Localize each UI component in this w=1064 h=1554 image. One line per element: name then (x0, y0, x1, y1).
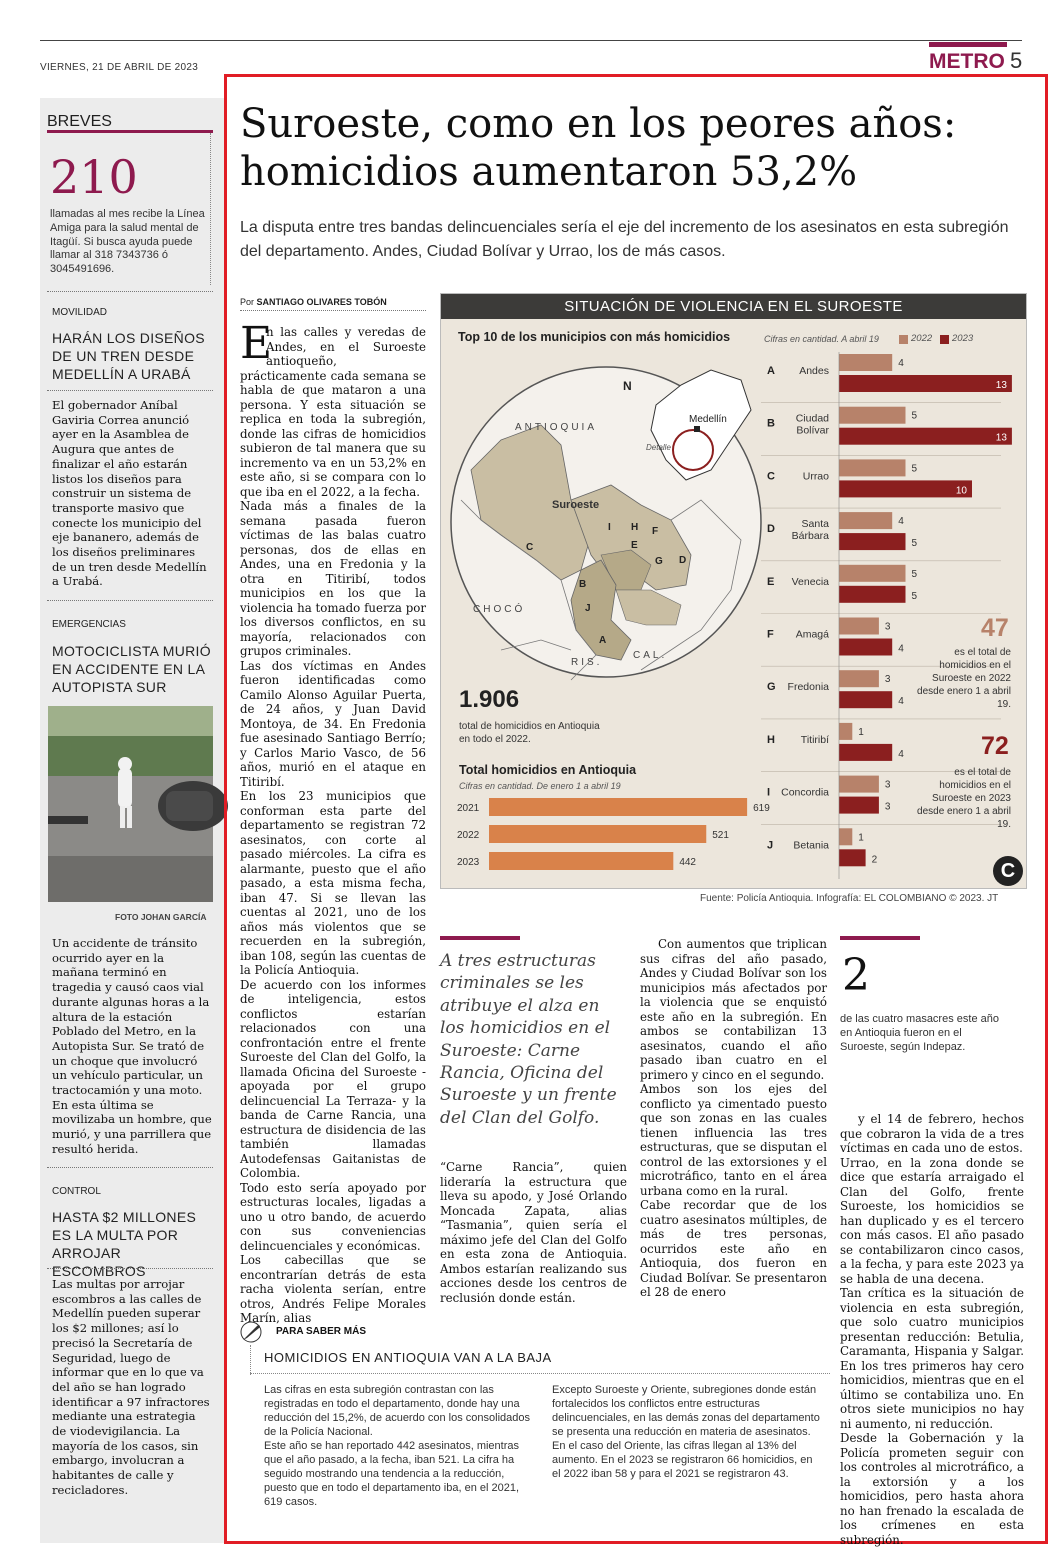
infographic-source: Fuente: Policía Antioquia. Infografía: EL COLOMBIANO © 2023. JT (700, 893, 999, 904)
bar-2023 (839, 797, 879, 814)
article-column-4-text: y el 14 de febrero, hechos que cobraron la vida de a tres víctimas en cada uno de estos. Urrao, en la zona donde se dice que estaría arraigado el Clan del Golfo, frente Suroeste, los homicidios se han duplicado y es el tercero con más casos. El año pasado se contabilizaron cinco casos, a la fecha, y para este 2023 ya se habla de una decena. Tan crítica es la situación de violencia en esta subregión, que solo cuatro municipios presentan reducción: Betulia, Caramanta, Hispania y Salgar. En los tres primeros hay cero homicidios, mientras que en el último se contabiliza uno. En otros siete municipios no hay ni aumento, ni reducción. Desde la Gobernación y la Policía prometen seguir con los controles al microtráfico, a la extorsión y a los homicidios, pero hasta ahora no han frenado la escalada de los crímenes en esta subregión. (840, 1112, 1024, 1547)
control-text: Las multas por arrojar escombros a las calles de Medellín pueden superar los $2 millones; así lo precisó la Secretaría de Seguridad, luego de informar que en lo que va del año se han logrado identificar a 97 infractores mediante una estrategia de viodevigilancia. La mayoría de los casos, sin embargo, involucran a habitantes de calle y recicladores. (52, 1277, 210, 1497)
legend-2023: 2023 (952, 333, 974, 344)
section-bar (929, 42, 1007, 47)
byline-prefix: Por (240, 297, 257, 307)
total-bar-year: 2022 (457, 830, 480, 841)
breves-text: llamadas al mes recibe la Línea Amiga para la salud mental de Itagüí. Si busca ayuda puede llamar al 318 7343736 ó 3045491696. (50, 208, 205, 276)
bar-letter: J (767, 839, 774, 852)
bar-value-2022: 1 (858, 726, 864, 738)
map-letter-a: A (599, 635, 607, 646)
separator (47, 291, 213, 292)
stat-2023-text: es el total de homicidios en el Suroeste en 2023 desde enero 1 a abril 19. (917, 767, 1011, 830)
bar-category-label: Bolívar (796, 424, 829, 437)
bar-letter: E (767, 575, 775, 588)
bar-category-label: Fredonia (787, 681, 829, 694)
total-bar-year: 2021 (457, 803, 480, 814)
dropcap-space (240, 325, 266, 365)
deck: La disputa entre tres bandas delincuenciales sería el eje del incremento de los asesinatos en esta subregión del departamento. Andes, Ciudad Bolívar y Urrao, los de más casos. (240, 219, 1009, 260)
bar-2023 (839, 428, 1012, 445)
bar-2022 (839, 670, 879, 687)
bar-2023 (839, 744, 892, 761)
bar-value-2022: 3 (884, 621, 891, 633)
bar-value-2022: 5 (911, 463, 918, 475)
compass-icon: N (623, 379, 632, 393)
saber-rule (250, 1373, 830, 1374)
stat-2023-number: 72 (981, 732, 1009, 760)
bar-value-2023: 3 (884, 801, 891, 813)
byline-rule (240, 310, 426, 311)
byline (240, 297, 387, 307)
movilidad-label: MOVILIDAD (52, 307, 108, 318)
legend-swatch-2023 (940, 335, 949, 344)
bar-value-2023: 10 (955, 485, 967, 497)
total-bar-year: 2023 (457, 857, 480, 868)
bar-value-2023: 4 (898, 696, 904, 708)
total-big-text: total de homicidios en Antioquia en todo el 2022. (459, 721, 600, 745)
bar-value-2022: 3 (884, 779, 891, 791)
stat-2022-text: es el total de homicidios en el Suroeste en 2022 desde enero 1 a abril 19. (917, 647, 1011, 710)
article-column-3-text: Con aumentos que triplican sus cifras del año pasado, Andes y Ciudad Bolívar son los municipios más afectados por la violencia que se enquistó este año en la subregión. En ambos se contabilizan 13 asesinatos, cuando el año pasado iban cuatro en el primero y cinco en el segundo. Ambos son los ejes del conflicto ya cimentado puesto que son zonas en las cuales tienen influencia las tres estructuras, que se disputan el control de las extorsiones y el microtráfico, tanto en el área urbana como en la rural. Cabe recordar que de los cuatro asesinatos múltiples, de más de tres personas, ocurridos este año en Antioquia, dos fueron en Ciudad Bolívar. Se presentaron el 28 de enero (640, 937, 827, 1299)
bar-value-2023: 4 (898, 748, 904, 760)
map-label-ris: RIS. (571, 657, 603, 668)
map-letter-b: B (579, 579, 587, 590)
dotted-rule (210, 133, 211, 285)
bar-letter: G (767, 681, 776, 694)
bar-category-label: Andes (799, 365, 829, 377)
medellin-marker (694, 426, 700, 432)
total-big-number: 1.906 (459, 686, 520, 713)
top10-note: Cifras en cantidad. A abril 19 (764, 334, 879, 344)
control-title: HASTA $2 MILLONES ES LA MULTA POR ARROJAR ESCOMBROS (52, 1209, 197, 1279)
separator (47, 600, 213, 601)
headline (240, 100, 1040, 196)
total-bar-value: 521 (712, 830, 729, 841)
bar-letter: A (767, 365, 775, 377)
saber-col-2: Excepto Suroeste y Oriente, subregiones donde están fortalecidos los conflictos entre estructuras delincuenciales, en las demás zonas del departamento se presenta una reducción en materia de asesinatos. En el caso del Oriente, las cifras llegan al 13% del aumento. En el 2023 se registraron 66 homicidios, en el 2022 iban 58 y para el 2021 se registraron 43. (552, 1384, 820, 1480)
map-label-detalle: Detalle (646, 443, 671, 452)
breves-bar (47, 130, 213, 133)
feather-pen-svg (240, 1321, 262, 1343)
bar-category-label: Venecia (791, 575, 829, 588)
bar-letter: I (767, 786, 771, 799)
emergencias-text: Un accidente de tránsito ocurrido ayer en la mañana terminó en tragedia y causó caos vial durante algunas horas a la altura de la estación Poblado del Metro, en la Autopista Sur. Se trató de un choque que involucró un vehículo particular, un tractocamión y una moto. En esta última se movilizaba un hombre, que murió, y una parrillera que resultó herida. (52, 936, 212, 1156)
separator (47, 1268, 213, 1269)
map-letter-d: D (679, 555, 687, 566)
total-bar (489, 852, 673, 870)
bar-category-label: Amagá (795, 628, 829, 641)
fact-bar (840, 936, 920, 940)
bar-2022 (839, 828, 852, 845)
pullquote: A tres estructuras criminales se les atribuye el alza en los homicidios en el Suroeste: Carne Rancia, Oficina del Suroeste y un frente del Clan del Golfo. (440, 951, 617, 1128)
map-label-cal: CAL. (633, 650, 668, 661)
bar-letter: C (767, 470, 775, 483)
article-column-2-text: “Carne Rancia”, quien lideraría la estructura que lleva su apodo, y José Orlando Moncada Zapata, alias “Tasmania”, quien sería el máximo jefe del Clan del Golfo en esta zona de Antioquia. Ambos estarían realizando sus acciones desde los centros de reclusión donde están. (440, 1160, 627, 1305)
movilidad-text: El gobernador Aníbal Gaviria Correa anunció ayer en la Asamblea de Augura que antes de finalizar el año estarán listos los diseños para construir un sistema de transporte masivo que conecte los municipio del eje bananero, además de los diseños preliminares de un tren desde Medellín a Urabá. (52, 398, 207, 589)
suroeste-map (441, 350, 771, 686)
map-letter-j: J (585, 603, 591, 614)
page-number: 5 (1010, 48, 1023, 73)
saber-col-1: Las cifras en esta subregión contrastan con las registradas en todo el departamento, donde hay una reducción del 15,2%, de acuerdo con los consolidados de la Policía Nacional. Este año se han reportado 442 asesinatos, mientras que el año pasado, a la fecha, iban 521. La cifra ha seguido mostrando una tendencia a la reducción, puesto que en todo el departamento iba, en el 2021, 619 casos. (264, 1384, 531, 1508)
bar-2023 (839, 480, 972, 497)
feather-pen-icon (240, 1321, 262, 1343)
map-label-antioquia: ANTIOQUIA (515, 422, 598, 433)
separator (47, 390, 213, 391)
fact-number: 2 (842, 950, 870, 1001)
accident-photo-illustration (48, 706, 213, 902)
bar-2022 (839, 407, 906, 424)
map-letter-f: F (652, 526, 659, 537)
control-label: CONTROL (52, 1186, 101, 1197)
map-letter-c: C (526, 542, 534, 553)
bar-category-label: Betania (793, 839, 829, 852)
para-saber-mas-box (240, 1321, 830, 1543)
breves-label: BREVES (47, 113, 112, 130)
section-name: METRO (929, 50, 1005, 73)
bar-value-2023: 13 (995, 380, 1007, 391)
headline-line-2: homicidios aumentaron 53,2% (240, 149, 858, 195)
map-letter-h: H (631, 522, 639, 533)
legend-2022: 2022 (911, 333, 933, 344)
bar-2023 (839, 639, 892, 656)
bar-2022 (839, 618, 879, 635)
accident-photo (48, 706, 213, 902)
saber-dotted-rule (250, 1345, 251, 1375)
bar-value-2023: 13 (995, 432, 1007, 444)
breves-number: 210 (50, 150, 138, 204)
bar-value-2023: 5 (911, 538, 918, 550)
total-bar (489, 798, 747, 816)
pullquote-bar (440, 936, 520, 940)
bar-2022 (839, 565, 906, 582)
bar-2023 (839, 586, 906, 603)
bar-2022 (839, 776, 879, 793)
bar-value-2022: 3 (884, 674, 891, 686)
total-homicides-chart (441, 794, 770, 884)
total-chart-note: Cifras en cantidad. De enero 1 a abril 19 (459, 781, 621, 791)
map-label-suroeste: Suroeste (552, 499, 600, 511)
infographic (440, 293, 1027, 889)
bar-category-label: Bárbara (791, 530, 829, 543)
emergencias-label: EMERGENCIAS (52, 619, 126, 630)
headline-line-1: Suroeste, como en los peores años: (240, 101, 957, 147)
infographic-title: SITUACIÓN DE VIOLENCIA EN EL SUROESTE (441, 294, 1026, 319)
map-letter-i: I (608, 522, 611, 533)
photo-credit: FOTO JOHAN GARCÍA (115, 912, 207, 922)
bar-category-label: Titiribí (800, 733, 829, 746)
bar-letter: D (767, 523, 775, 536)
map-letter-g: G (655, 556, 663, 567)
total-bar-value: 442 (679, 857, 697, 868)
bar-value-2023: 2 (871, 854, 878, 866)
bar-value-2022: 4 (898, 516, 904, 528)
fact-text: de las cuatro masacres este año en Antioquia fueron en el Suroeste, según Indepaz. (840, 1013, 999, 1053)
total-bar-value: 619 (753, 803, 770, 814)
emergencias-title: MOTOCICLISTA MURIÓ EN ACCIDENTE EN LA AUTOPISTA SUR (52, 643, 211, 695)
saber-title: HOMICIDIOS EN ANTIOQUIA VAN A LA BAJA (264, 1350, 552, 1365)
total-bar (489, 825, 706, 843)
bar-value-2022: 4 (898, 358, 904, 369)
bar-2022 (839, 459, 906, 476)
bar-value-2022: 1 (858, 832, 864, 844)
separator (47, 1167, 213, 1168)
article-column-1 (240, 325, 426, 1325)
bar-category-label: Ciudad (795, 412, 829, 425)
edition-date: VIERNES, 21 DE ABRIL DE 2023 (40, 62, 199, 73)
bar-2023 (839, 533, 906, 550)
bar-value-2022: 5 (911, 568, 918, 580)
bar-2022 (839, 512, 892, 529)
bar-value-2023: 5 (911, 590, 918, 602)
bar-2022 (839, 354, 892, 371)
movilidad-title: HARÁN LOS DISEÑOS DE UN TREN DESDE MEDELLÍN A URABÁ (52, 330, 205, 382)
top-rule (40, 40, 1022, 41)
bar-value-2022: 5 (911, 410, 918, 422)
bar-letter: H (767, 733, 775, 746)
map-letter-e: E (631, 540, 638, 551)
el-colombiano-logo-icon: C (993, 856, 1023, 886)
saber-label: PARA SABER MÁS (276, 1326, 367, 1337)
dropcap: E (240, 318, 273, 369)
bar-2022 (839, 723, 852, 740)
bar-category-label: Concordia (781, 786, 829, 799)
stat-2022-number: 47 (981, 614, 1009, 642)
map-label-medellin: Medellín (689, 414, 727, 425)
bar-2023 (839, 691, 892, 708)
bar-value-2023: 4 (898, 643, 904, 655)
top10-title: Top 10 de los municipios con más homicidios (458, 330, 731, 344)
legend-swatch-2022 (899, 335, 908, 344)
bar-letter: B (767, 417, 775, 430)
byline-author: SANTIAGO OLIVARES TOBÓN (256, 297, 387, 307)
bar-2023 (839, 375, 1012, 392)
bar-category-label: Urrao (802, 470, 829, 483)
bar-2023 (839, 849, 866, 866)
article-column-1-text: n las calles y veredas de Andes, en el Suroeste antioqueño, prácticamente cada semana se habla de que mataron a una persona. Y esta situación se replica en toda la subregión, donde las cifras de homicidios subieron de tal manera que su incremento va en un 53,2% en este año, si se compara con lo que iba en el 2022, a la fecha. Nada más a finales de la semana pasada fueron víctimas de las balas cuatro personas, dos de ellas en Andes, una en Fredonia y la otra en Titiribí, todos municipios en los que la violencia ha tomado fuerza por los diversos conflictos, en su mayoría, relacionados con grupos criminales. Las dos víctimas en Andes fueron identificadas como Camilo Alonso Aguilar Puerta, de 24 años, y Juan David Montoya, de 34. En Fredonia fue asesinado Santiago Berrío; y Carlos Mario Vasco, de 56 años, murió en el ataque en Titiribí. En los 23 municipios que conforman esta parte del departamento se registran 72 asesinatos, con corte al pasado miércoles. La cifra es alarmante, puesto que el año pasado, a esta misma fecha, iban 47. Si se llevan las cuentas al 2021, uno de los años más violentos que se recuerden en la subregión, iban 108, según las cuentas de la Policía Antioquia. De acuerdo con los informes de inteligencia, estos conflictos estarían relacionados con una confrontación entre el frente Suroeste del Clan del Golfo, la llamada Oficina del Suroeste -apoyada por el grupo delincuencial La Terraza- y la banda de Carne Rancia, una estructura de disidencia de las también llamadas Autodefensas Gaitanistas de Colombia. Todo esto sería apoyado por estructuras locales, ligadas a uno u otro bando, de acuerdo con sus conveniencias delincuenciales y económicas. Los cabecillas que se encontrarían detrás de esta racha violenta serían, entre otros, Andrés Felipe Morales Marín, alias (240, 325, 426, 1325)
bar-category-label: Santa (801, 518, 829, 531)
map-label-choco: CHOCÓ (473, 604, 526, 615)
total-chart-title: Total homicidios en Antioquia (459, 763, 637, 777)
bar-letter: F (767, 628, 774, 641)
